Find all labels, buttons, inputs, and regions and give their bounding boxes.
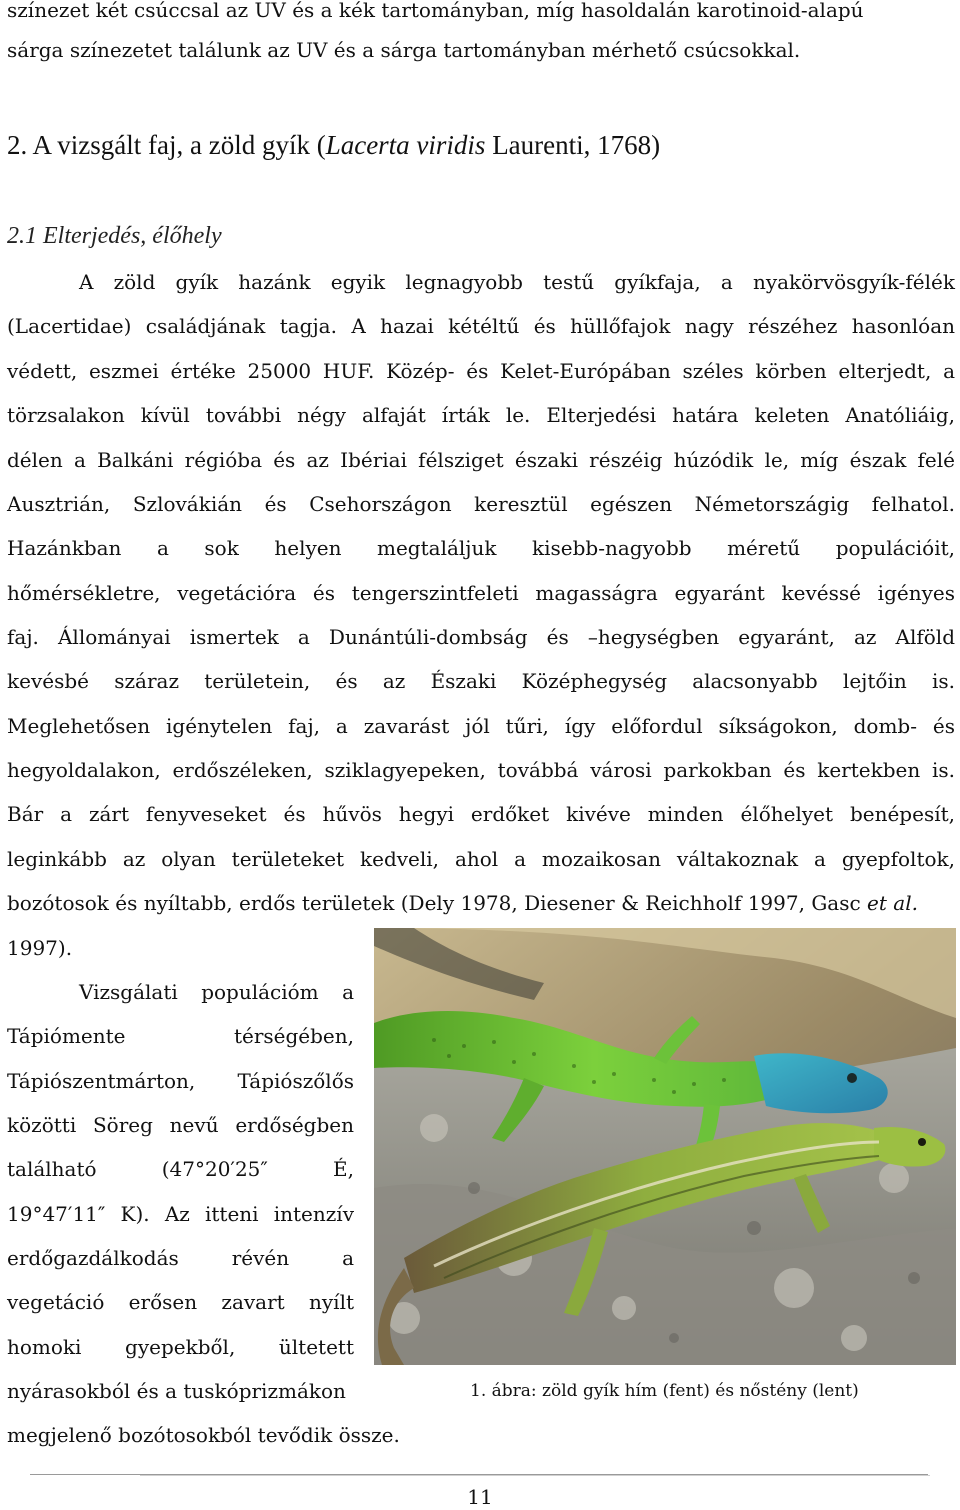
paragraph-line-4: törzsalakon kívül további négy alfaját írták le. Elterjedési határa keleten Anatóliáig, (7, 403, 955, 427)
wrap-line-8: vegetáció erősen zavart nyílt (7, 1290, 354, 1314)
paragraph-line-5: délen a Balkáni régióba és az Ibériai félsziget északi részéig húzódik le, míg észak felé (7, 448, 955, 472)
wrap-line-6: 19°47′11″ K). Az itteni intenzív (7, 1202, 354, 1226)
section-heading-suffix: Laurenti, 1768) (485, 130, 661, 160)
wrap-line-1: Vizsgálati populációm a (79, 980, 354, 1004)
paragraph-line-14: leginkább az olyan területeket kedveli, ahol a mozaikosan váltakoznak a gyepfoltok, (7, 847, 955, 871)
paragraph-line-10: kevésbé száraz területein, és az Északi Középhegység alacsonyabb lejtőin is. (7, 669, 955, 693)
citation-prefix: bozótosok és nyíltabb, erdős területek (Dely 1978, Diesener & Reichholf 1997, Gasc (7, 891, 868, 915)
paragraph-line-2: (Lacertidae) családjának tagja. A hazai kétéltű és hüllőfajok nagy részéhez hasonlóan (7, 314, 955, 338)
paragraph-line-12: hegyoldalakon, erdőszéleken, sziklagyepeken, továbbá városi parkokban és kertekben is. (7, 758, 955, 782)
wrap-line-2: Tápiómente térségében, (7, 1024, 354, 1048)
paragraph-line-11: Meglehetősen igénytelen faj, a zavarást jól tűri, így előfordul síkságokon, domb- és (7, 714, 955, 738)
paragraph-line-6: Ausztrián, Szlovákián és Csehországon keresztül egészen Németországig felhatol. (7, 492, 955, 516)
lizard-photo (374, 928, 956, 1365)
intro-line-1: színezet két csúccsal az UV és a kék tartományban, míg hasoldalán karotinoid-alapú (7, 0, 864, 22)
figure-caption: 1. ábra: zöld gyík hím (fent) és nőstény (lent) (470, 1381, 859, 1401)
page-number: 11 (467, 1485, 493, 1509)
section-heading-species: Lacerta viridis (325, 130, 486, 160)
section-heading (7, 128, 660, 162)
citation-end: 1997). (7, 936, 73, 960)
wrap-line-3: Tápiószentmárton, Tápiószőlős (7, 1069, 354, 1093)
paragraph-line-9: faj. Állományai ismertek a Dunántúli-dombság és –hegységben egyaránt, az Alföld (7, 625, 955, 649)
paragraph-line-7: Hazánkban a sok helyen megtaláljuk kisebb-nagyobb méretű populációit, (7, 536, 955, 560)
paragraph-line-8: hőmérsékletre, vegetációra és tengerszintfeleti magasságra egyaránt kevéssé igényes (7, 581, 955, 605)
wrap-line-11: megjelenő bozótosokból tevődik össze. (7, 1423, 400, 1447)
paragraph-line-1: A zöld gyík hazánk egyik legnagyobb testű gyíkfaja, a nyakörvösgyík-félék (79, 270, 955, 294)
footer-rule-secondary (140, 1475, 930, 1476)
citation-et-al: et al. (867, 891, 918, 915)
paragraph-line-3: védett, eszmei értéke 25000 HUF. Közép- és Kelet-Európában széles körben elterjedt, a (7, 359, 955, 383)
wrap-line-10: nyárasokból és a tuskóprizmákon (7, 1379, 346, 1403)
wrap-line-5: található (47°20′25″ É, (7, 1157, 354, 1181)
wrap-line-7: erdőgazdálkodás révén a (7, 1246, 354, 1270)
wrap-line-4: közötti Söreg nevű erdőségben (7, 1113, 354, 1137)
intro-line-2: sárga színezetet találunk az UV és a sárga tartományban mérhető csúcsokkal. (7, 38, 801, 62)
citation-line (7, 889, 955, 917)
section-heading-prefix: 2. A vizsgált faj, a zöld gyík ( (7, 130, 326, 160)
subsection-heading: 2.1 Elterjedés, élőhely (7, 223, 222, 249)
paragraph-line-13: Bár a zárt fenyveseket és hűvös hegyi erdőket kivéve minden élőhelyet benépesít, (7, 802, 955, 826)
wrap-line-9: homoki gyepekből, ültetett (7, 1335, 354, 1359)
